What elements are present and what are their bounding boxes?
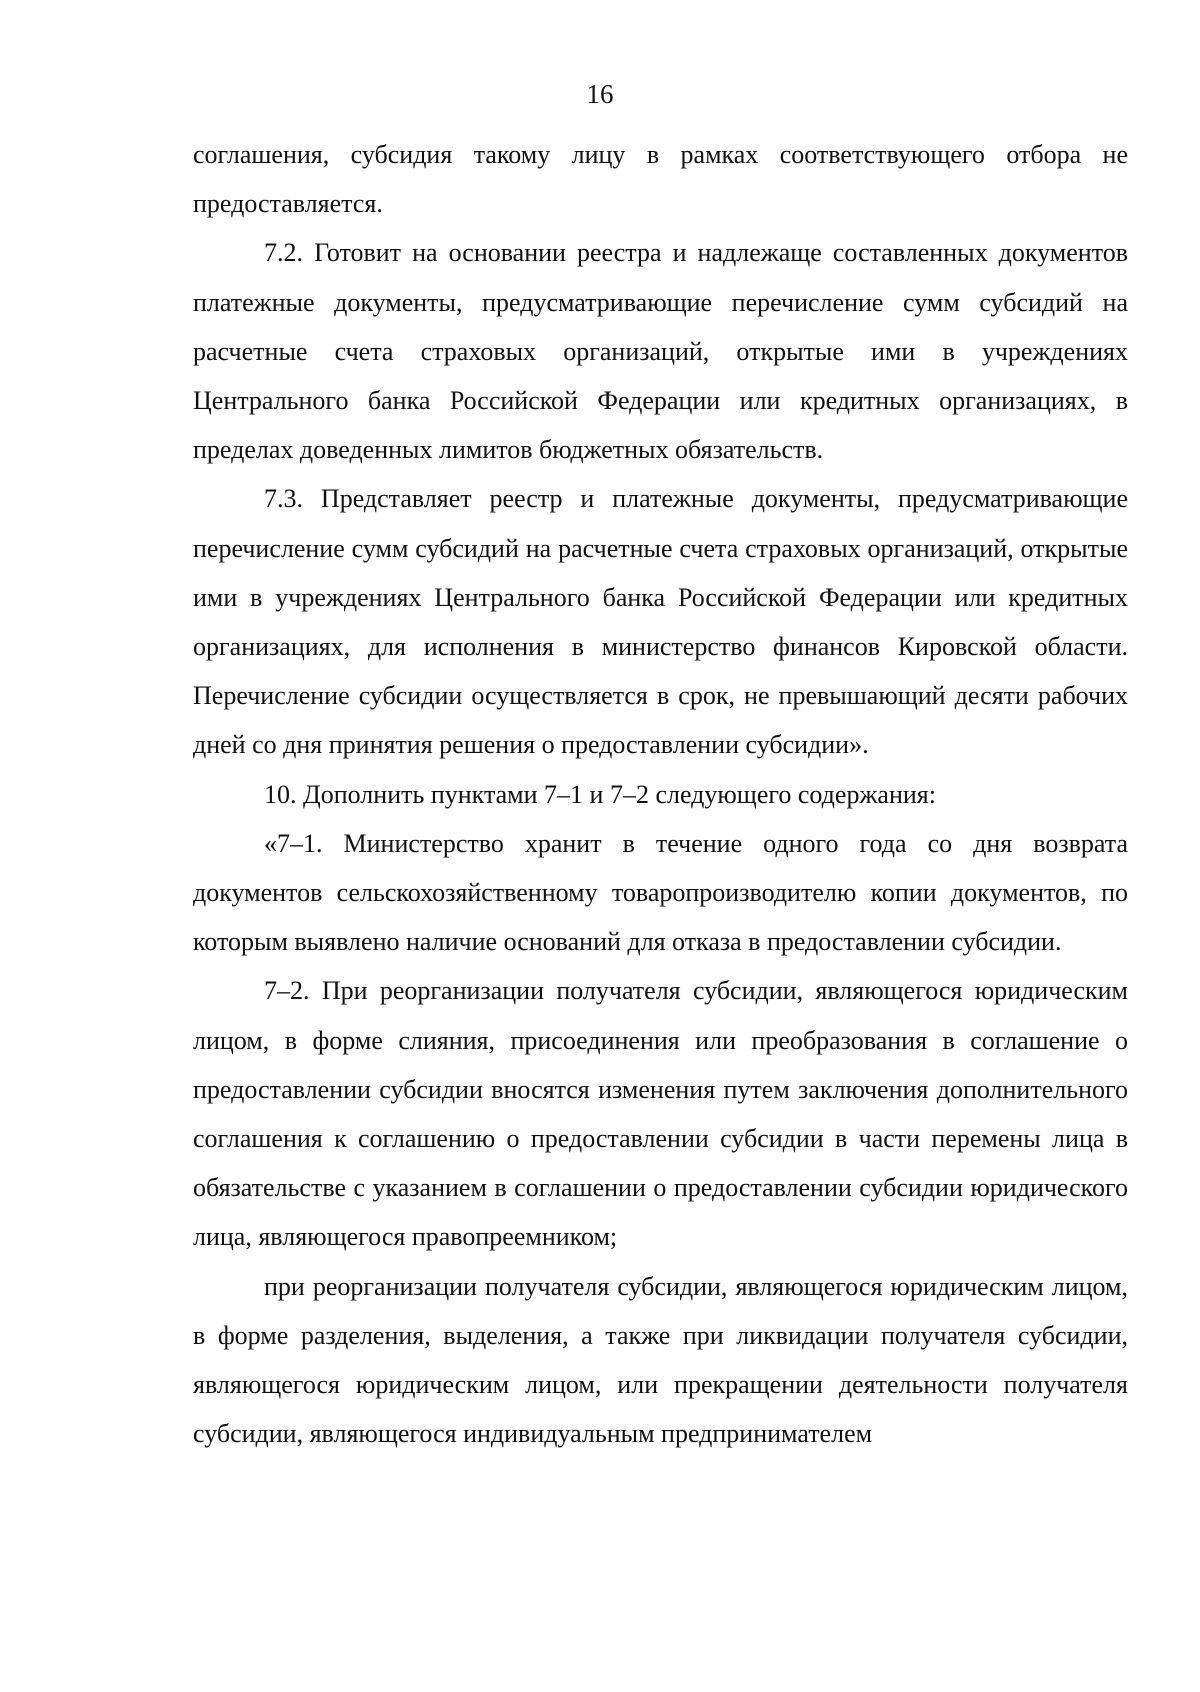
page-number: 16 <box>586 79 614 109</box>
paragraph-7-3: 7.3. Представляет реестр и платежные документы, предусматривающие перечисление сумм субсидий на расчетные счета страховых организаций, открытые ими в учреждениях Центрального банка Российской Федерации или кредитных организациях, для исполнения в министерство финансов Кировской области. Перечисление субсидии осуществляется в срок, не превышающий десяти рабочих дней со дня принятия решения о предоставлении субсидии». <box>193 484 1128 760</box>
document-body <box>193 130 1128 1458</box>
paragraph-continuation: соглашения, субсидия такому лицу в рамках соответствующего отбора не предоставляется. <box>193 140 1128 219</box>
paragraph-item-10: 10. Дополнить пунктами 7–1 и 7–2 следующего содержания: <box>264 779 936 809</box>
paragraph-7-2: 7.2. Готовит на основании реестра и надлежаще составленных документов платежные документы, предусматривающие перечисление сумм субсидий на расчетные счета страховых организаций, открытые ими в учреждениях Центрального банка Российской Федерации или кредитных организациях, в пределах доведенных лимитов бюджетных обязательств. <box>193 238 1128 465</box>
paragraph-7-2-reorganization: 7–2. При реорганизации получателя субсидии, являющегося юридическим лицом, в форме слияния, присоединения или преобразования в соглашение о предоставлении субсидии вносятся изменения путем заключения дополнительного соглашения к соглашению о предоставлении субсидии в части перемены лица в обязательстве с указанием в соглашении о предоставлении субсидии юридического лица, являющегося правопреемником; <box>193 976 1128 1252</box>
paragraph-reorganization-division: при реорганизации получателя субсидии, являющегося юридическим лицом, в форме разделения, выделения, а также при ликвидации получателя субсидии, являющегося юридическим лицом, или прекращении деятельности получателя субсидии, являющегося индивидуальным предпринимателем <box>193 1271 1128 1449</box>
paragraph-7-1: «7–1. Министерство хранит в течение одного года со дня возврата документов сельскохозяйственному товаропроизводителю копии документов, по которым выявлено наличие оснований для отказа в предоставлении субсидии. <box>193 828 1128 957</box>
